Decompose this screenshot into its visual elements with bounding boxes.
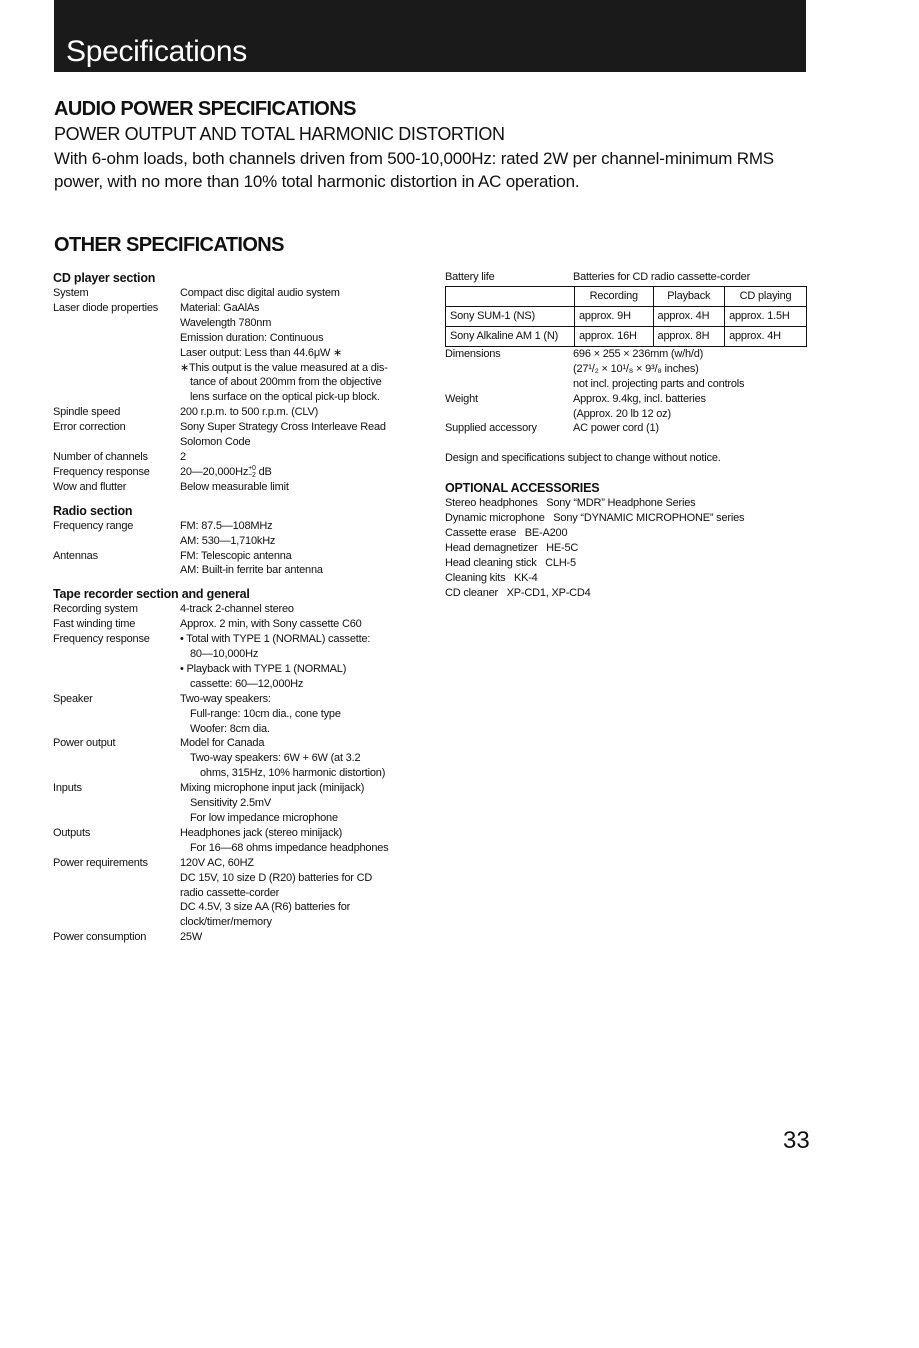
- laser-note: lens surface on the optical pick-up block.: [190, 391, 380, 404]
- spec-value: AM: 530—1,710kHz: [180, 534, 276, 547]
- spec-value: FM: 87.5—108MHz: [180, 519, 273, 532]
- spec-value: Solomon Code: [180, 436, 251, 449]
- laser-note: tance of about 200mm from the objective: [190, 376, 382, 389]
- spec-value: Sony Super Strategy Cross Interleave Read: [180, 421, 386, 434]
- spec-value: • Playback with TYPE 1 (NORMAL): [180, 662, 347, 675]
- spec-row-system: [53, 286, 423, 301]
- spec-row-power-output: [53, 736, 423, 781]
- spec-value: For 16—68 ohms impedance headphones: [190, 841, 389, 854]
- spec-label: Battery life: [445, 271, 495, 283]
- battery-caption: Batteries for CD radio cassette-corder: [573, 271, 751, 283]
- spec-value: Headphones jack (stereo minijack): [180, 826, 343, 839]
- spec-label: Speaker: [53, 692, 93, 705]
- spec-label: Frequency response: [53, 633, 150, 646]
- spec-row-dimensions: [445, 347, 825, 392]
- spec-label: Power output: [53, 737, 116, 750]
- spec-label: Antennas: [53, 549, 98, 562]
- spec-row-inputs: [53, 781, 423, 826]
- table-header-cell: Playback: [653, 286, 725, 306]
- page-title: Specifications: [66, 35, 247, 68]
- spec-value: Mixing microphone input jack (minijack): [180, 782, 365, 795]
- header-bar: [54, 0, 806, 72]
- spec-row-laser: [53, 301, 423, 405]
- spec-row-winding: [53, 617, 423, 632]
- spec-label: Inputs: [53, 782, 82, 795]
- spec-value: not incl. projecting parts and controls: [573, 377, 745, 390]
- spec-label: Dimensions: [445, 347, 501, 360]
- spec-value: 80—10,000Hz: [190, 648, 259, 661]
- spec-value: Model for Canada: [180, 737, 265, 750]
- spec-row-recording-system: [53, 602, 423, 617]
- spec-value: Laser output: Less than 44.6μW ∗: [180, 346, 343, 359]
- spec-value: clock/timer/memory: [180, 916, 272, 929]
- spec-value: 200 r.p.m. to 500 r.p.m. (CLV): [180, 406, 319, 419]
- list-item: Head demagnetizer HE-5C: [445, 541, 579, 554]
- spec-label: Supplied accessory: [445, 422, 537, 435]
- list-item: CD cleaner XP-CD1, XP-CD4: [445, 586, 591, 599]
- spec-value: 120V AC, 60HZ: [180, 856, 254, 869]
- spec-value: Below measurable limit: [180, 480, 289, 493]
- spec-label: Laser diode properties: [53, 301, 159, 314]
- table-cell: approx. 8H: [653, 326, 725, 346]
- spec-label: Spindle speed: [53, 406, 121, 419]
- spec-row-tape-frequency: [53, 632, 423, 692]
- left-spec-column: [53, 270, 423, 945]
- spec-row-wow: [53, 480, 423, 495]
- spec-value: Two-way speakers: 6W + 6W (at 3.2: [190, 752, 361, 765]
- list-item: Dynamic microphone Sony “DYNAMIC MICROPHONE” series: [445, 512, 745, 525]
- spec-row-error-correction: [53, 420, 423, 450]
- spec-value: 25W: [180, 931, 203, 944]
- spec-row-speaker: [53, 692, 423, 737]
- spec-value: cassette: 60—12,000Hz: [190, 677, 304, 690]
- spec-label: Frequency range: [53, 519, 134, 532]
- spec-value: Two-way speakers:: [180, 692, 271, 705]
- spec-value: Material: GaAlAs: [180, 301, 260, 314]
- tape-section-title: Tape recorder section and general: [53, 587, 250, 602]
- radio-section-title: Radio section: [53, 503, 133, 518]
- spec-value: FM: Telescopic antenna: [180, 549, 292, 562]
- spec-label: Recording system: [53, 603, 138, 616]
- table-cell: Sony SUM-1 (NS): [446, 306, 575, 326]
- spec-row-battery-life: [445, 270, 825, 285]
- spec-row-antennas: [53, 549, 423, 579]
- spec-value: DC 4.5V, 3 size AA (R6) batteries for: [180, 901, 351, 914]
- spec-value: Compact disc digital audio system: [180, 287, 340, 299]
- spec-value: Wavelength 780nm: [180, 316, 272, 329]
- spec-value: (Approx. 20 lb 12 oz): [573, 407, 671, 420]
- spec-value: 696 × 255 × 236mm (w/h/d): [573, 347, 704, 360]
- spec-label: Number of channels: [53, 450, 148, 463]
- table-cell: Sony Alkaline AM 1 (N): [446, 326, 575, 346]
- audio-paragraph: With 6-ohm loads, both channels driven from 500-10,000Hz: rated 2W per channel-minimum RMS power, with no more than 10% total harmonic distortion in AC operation.: [54, 149, 774, 191]
- spec-value: • Total with TYPE 1 (NORMAL) cassette:: [180, 633, 371, 646]
- audio-heading: AUDIO POWER SPECIFICATIONS: [54, 98, 356, 120]
- spec-value: Sensitivity 2.5mV: [190, 797, 271, 810]
- spec-label: Error correction: [53, 421, 126, 434]
- spec-value: AC power cord (1): [573, 422, 659, 435]
- table-header-cell: CD playing: [725, 286, 807, 306]
- table-row: [446, 326, 807, 346]
- spec-row-spindle: [53, 405, 423, 420]
- laser-note: ∗This output is the value measured at a dis-: [180, 361, 388, 374]
- spec-row-power-requirements: [53, 856, 423, 931]
- spec-value: For low impedance microphone: [190, 812, 338, 824]
- spec-value: ohms, 315Hz, 10% harmonic distortion): [200, 767, 386, 780]
- spec-label: Power consumption: [53, 931, 147, 944]
- table-cell: approx. 1.5H: [725, 306, 807, 326]
- spec-row-frequency: [53, 465, 423, 480]
- table-header-cell: Recording: [575, 286, 654, 306]
- spec-value: Approx. 9.4kg, incl. batteries: [573, 392, 706, 405]
- table-cell: approx. 9H: [575, 306, 654, 326]
- right-spec-column: [445, 270, 825, 600]
- list-item: Cassette erase BE-A200: [445, 526, 568, 539]
- spec-value: 4-track 2-channel stereo: [180, 603, 294, 616]
- spec-label: Fast winding time: [53, 618, 136, 631]
- design-note: Design and specifications subject to change without notice.: [445, 452, 721, 465]
- table-header-cell: [446, 286, 575, 306]
- spec-value: AM: Built-in ferrite bar antenna: [180, 564, 323, 577]
- audio-subheading: POWER OUTPUT AND TOTAL HARMONIC DISTORTION: [54, 124, 505, 144]
- spec-label: System: [53, 287, 89, 299]
- spec-label: Frequency response: [53, 465, 150, 478]
- other-heading: OTHER SPECIFICATIONS: [54, 234, 284, 256]
- spec-row-weight: [445, 392, 825, 422]
- table-row: [446, 306, 807, 326]
- table-cell: approx. 4H: [725, 326, 807, 346]
- spec-value: 2: [180, 450, 186, 463]
- spec-label: Power requirements: [53, 856, 148, 869]
- spec-value: Woofer: 8cm dia.: [190, 722, 270, 735]
- page-number: 33: [783, 1127, 810, 1154]
- list-item: Cleaning kits KK-4: [445, 571, 538, 584]
- table-cell: approx. 16H: [575, 326, 654, 346]
- spec-value: (27¹/₂ × 10¹/₈ × 9³/₈ inches): [573, 362, 699, 375]
- list-item: Stereo headphones Sony “MDR” Headphone Series: [445, 497, 696, 510]
- cd-section-title: CD player section: [53, 271, 156, 285]
- list-item: Head cleaning stick CLH-5: [445, 556, 576, 569]
- spec-row-outputs: [53, 826, 423, 856]
- spec-row-supplied: [445, 421, 825, 436]
- battery-life-table: [445, 286, 807, 347]
- spec-row-power-consumption: [53, 930, 423, 945]
- spec-value: 20—20,000Hz +0 −2 dB: [180, 464, 272, 479]
- spec-label: Wow and flutter: [53, 480, 127, 493]
- spec-row-channels: [53, 450, 423, 465]
- spec-value: Full-range: 10cm dia., cone type: [190, 707, 341, 720]
- table-header-row: [446, 286, 807, 306]
- spec-label: Weight: [445, 392, 478, 405]
- optional-accessories-title: OPTIONAL ACCESSORIES: [445, 481, 600, 496]
- spec-label: Outputs: [53, 826, 91, 839]
- table-cell: approx. 4H: [653, 306, 725, 326]
- spec-value: Approx. 2 min, with Sony cassette C60: [180, 618, 362, 631]
- spec-value: radio cassette-corder: [180, 886, 280, 899]
- spec-value: Emission duration: Continuous: [180, 331, 324, 344]
- spec-row-radio-frequency: [53, 519, 423, 549]
- spec-value: DC 15V, 10 size D (R20) batteries for CD: [180, 871, 373, 884]
